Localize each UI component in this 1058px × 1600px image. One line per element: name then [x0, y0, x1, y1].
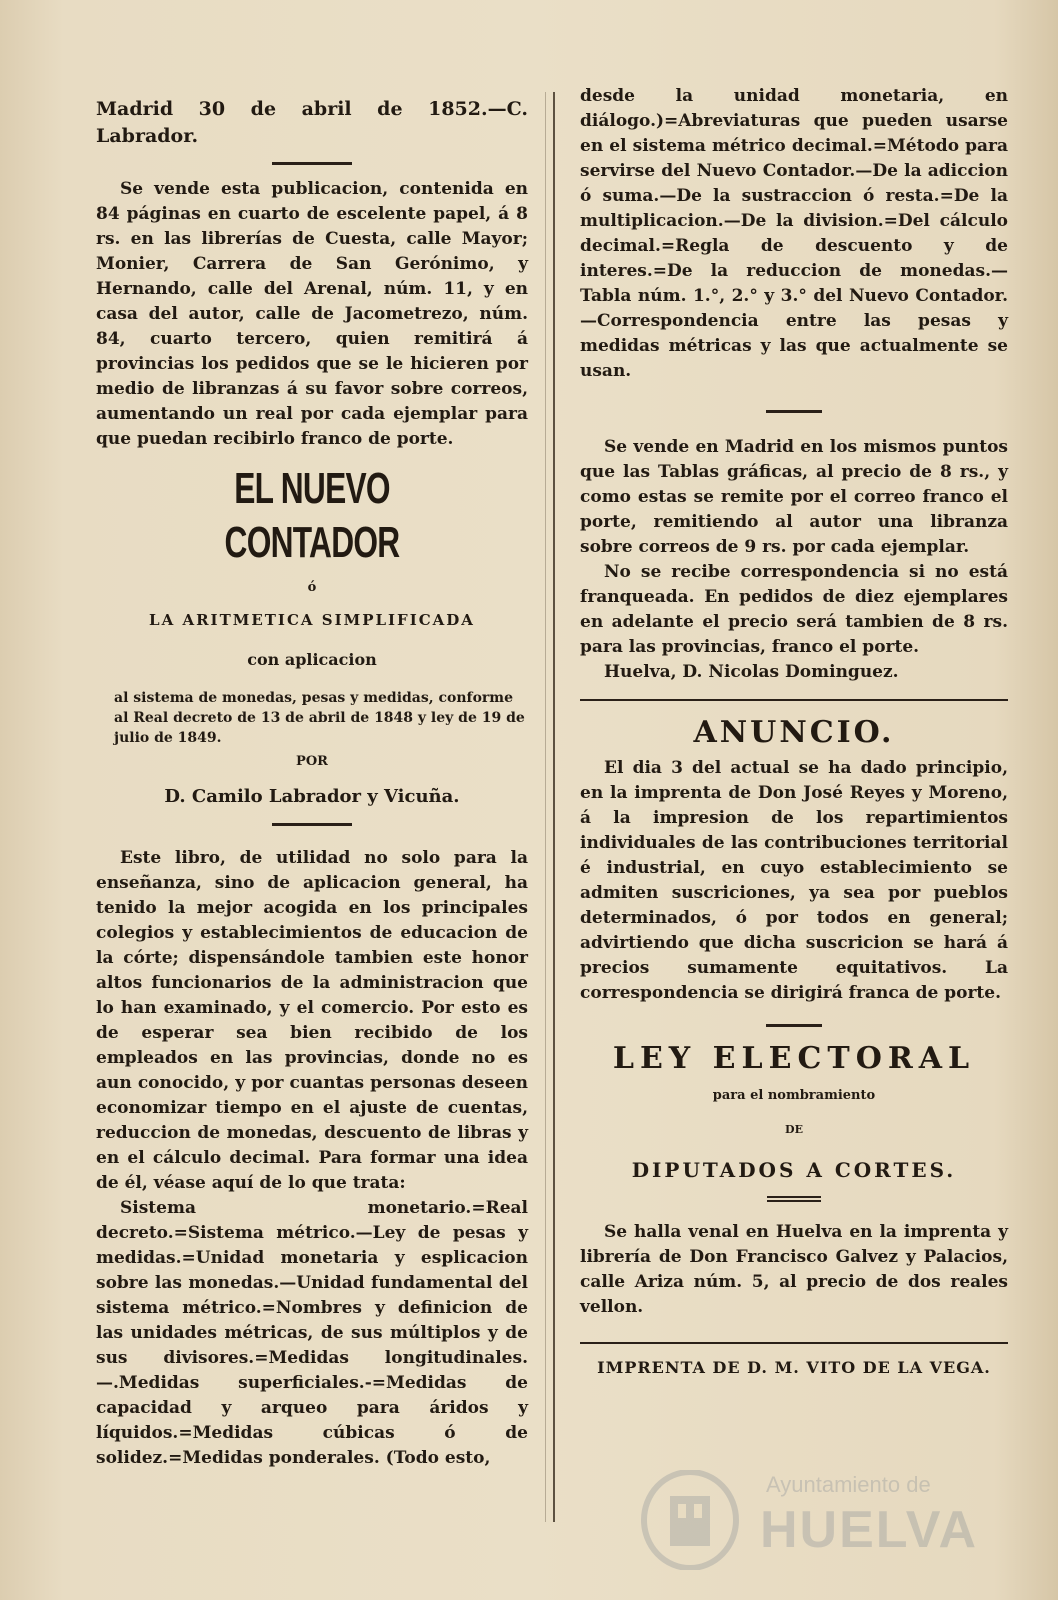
subtitle-con: con aplicacion: [247, 650, 377, 669]
city-seal-icon: [640, 1470, 740, 1570]
right-column: [580, 84, 1008, 1377]
section-rule: [580, 1342, 1008, 1344]
por-label: POR: [296, 754, 328, 769]
decree-text: al sistema de monedas, pesas y medidas, conforme al Real decreto de 13 de abril de 1848 y ley de 19 de julio de 1849.: [114, 690, 525, 746]
watermark-line2: HUELVA: [760, 1501, 979, 1559]
book-subtitle: LA ARITMETICA SIMPLIFICADA: [149, 611, 475, 629]
book-title: EL NUEVO CONTADOR: [224, 464, 400, 567]
ley-de: DE: [785, 1123, 803, 1136]
anuncio-body: El dia 3 del actual se ha dado principio, en la imprenta de Don José Reyes y Moreno, á la impresion de los repartimientos individuales de las contribuciones territorial é industrial, en cuyo establecimiento se admiten suscriciones, ya sea por pueblos determinados, ó por todos en general; advirtiendo que dicha suscricion se hará á precios sumamente equitativos. La correspondencia se dirigirá franca de porte.: [580, 758, 1008, 1003]
book-contents: Sistema monetario.=Real decreto.=Sistema métrico.—Ley de pesas y medidas.=Unidad monetaria y esplicacion sobre las monedas.—Unidad fundamental del sistema métrico.=Nombres y definicion de las unidades métricas, de sus múltiplos y de sus divisores.=Medidas longitudinales.—.Medidas superficiales.-=Medidas de capacidad y arqueo para áridos y líquidos.=Medidas cúbicas ó de solidez.=Medidas ponderales. (Todo esto,: [96, 1198, 528, 1468]
separator: [272, 162, 352, 165]
anuncio-title: ANUNCIO.: [693, 715, 895, 750]
book-description: Este libro, de utilidad no solo para la enseñanza, sino de aplicacion general, ha tenido la mejor acogida en los principales colegios y establecimientos de educacion de la córte; dispensándole tambien este honor altos funcionarios de la administracion que lo han examinado, y el comercio. Por esto es de esperar sea bien recibido de los empleados en las provincias, donde no es aun conocido, y por cuantas personas deseen economizar tiempo en el ajuste de cuentas, reduccion de monedas, descuento de libras y en el cálculo decimal. Para formar una idea de él, véase aquí de lo que trata:: [96, 848, 528, 1193]
column-divider-shadow: [545, 92, 546, 1522]
sale-correspondence: No se recibe correspondencia si no está franqueada. En pedidos de diez ejemplares en adelante el precio será tambien de 8 rs. para las provincias, franco el porte.: [580, 562, 1008, 657]
ley-body: Se halla venal en Huelva en la imprenta y librería de Don Francisco Galvez y Palacios, calle Ariza núm. 5, al precio de dos reales vellon.: [580, 1222, 1008, 1317]
ley-para: para el nombramiento: [712, 1088, 876, 1103]
watermark-line1: Ayuntamiento de: [766, 1472, 931, 1497]
sale-madrid: Se vende en Madrid en los mismos puntos que las Tablas gráficas, al precio de 8 rs., y como estas se remite por el correo franco el porte, remitiendo al autor una libranza sobre correos de 9 rs. por cada ejemplar.: [580, 437, 1008, 557]
watermark: [640, 1460, 979, 1580]
ley-diputados: DIPUTADOS A CORTES.: [631, 1158, 957, 1182]
column-divider: [553, 92, 555, 1522]
contents-continued: desde la unidad monetaria, en diálogo.)=Abreviaturas que pueden usarse en el sistema métrico decimal.=Método para servirse del Nuevo Contador.—De la adiccion ó suma.—De la sustraccion ó resta.=De la multiplicacion.—De la division.=Del cálculo decimal.=Regla de descuento y de interes.=De la reduccion de monedas.—Tabla núm. 1.°, 2.° y 3.° del Nuevo Contador.—Correspondencia entre las pesas y medidas métricas y las que actualmente se usan.: [580, 86, 1008, 381]
section-rule: [580, 699, 1008, 701]
left-column: [96, 86, 528, 1471]
author-name: D. Camilo Labrador y Vicuña.: [164, 786, 460, 807]
ley-title: LEY ELECTORAL: [612, 1041, 976, 1076]
sale-notice: Se vende esta publicacion, contenida en 84 páginas en cuarto de escelente papel, á 8 rs. en las librerías de Cuesta, calle Mayor; Monier, Carrera de San Gerónimo, y Hernando, calle del Arenal, núm. 11, y en casa del autor, calle de Jacometrezo, núm. 84, cuarto tercero, quien remitirá á provincias los pedidos que se le hicieren por medio de libranzas á su favor sobre correos, aumentando un real por cada ejemplar para que puedan recibirlo franco de porte.: [96, 179, 528, 449]
separator: [272, 823, 352, 826]
sale-huelva: Huelva, D. Nicolas Dominguez.: [604, 662, 899, 682]
separator: [766, 410, 822, 413]
title-connector: ó: [307, 580, 317, 595]
separator: [767, 1196, 821, 1198]
dateline: Madrid 30 de abril de 1852.—C. Labrador.: [96, 98, 528, 147]
printer-credit: IMPRENTA DE D. M. VITO DE LA VEGA.: [597, 1358, 991, 1377]
separator: [766, 1024, 822, 1027]
